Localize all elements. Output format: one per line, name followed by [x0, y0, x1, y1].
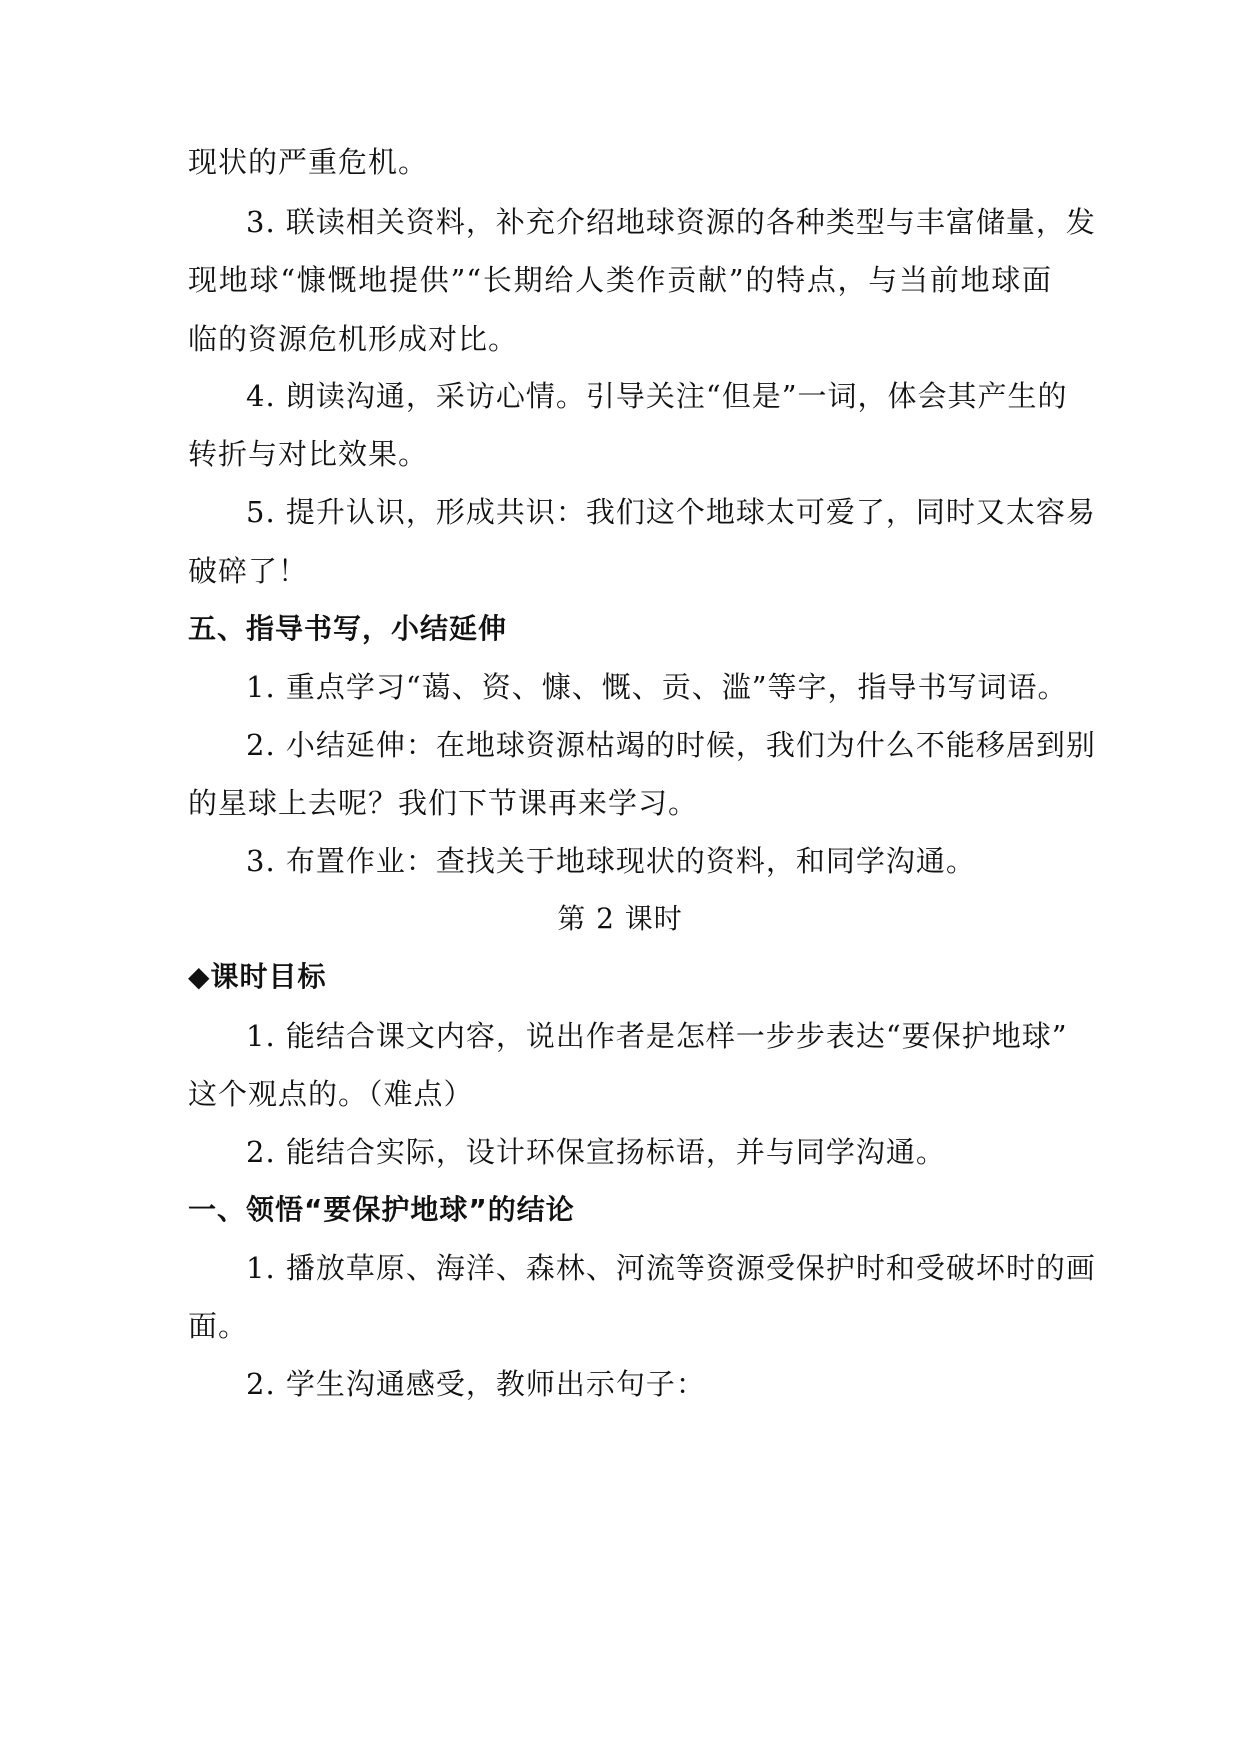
- objective-1-line-1: 1. 能结合课文内容，说出作者是怎样一步步表达“要保护地球”: [246, 1019, 1068, 1053]
- item-3-line-3: 临的资源危机形成对比。: [188, 322, 519, 356]
- section-one-item-2: 2. 学生沟通感受，教师出示句子：: [246, 1367, 706, 1401]
- section-five-item-3: 3. 布置作业：查找关于地球现状的资料，和同学沟通。: [246, 844, 976, 878]
- paragraph-continuation-line: 现状的严重危机。: [188, 145, 429, 179]
- section-five-item-2-line-2: 的星球上去呢？我们下节课再来学习。: [188, 786, 699, 820]
- section-one-item-1-line-1: 1. 播放草原、海洋、森林、河流等资源受保护时和受破坏时的画: [246, 1251, 1096, 1285]
- objective-2: 2. 能结合实际，设计环保宣扬标语，并与同学沟通。: [246, 1135, 946, 1169]
- section-five-item-1: 1. 重点学习“蔼、资、慷、慨、贡、滥”等字，指导书写词语。: [246, 670, 1068, 704]
- lesson-title: 第 2 课时: [557, 902, 683, 935]
- objective-1-line-2: 这个观点的。（难点）: [188, 1077, 474, 1111]
- section-heading-one: 一、领悟“要保护地球”的结论: [188, 1193, 575, 1226]
- item-3-line-1: 3. 联读相关资料，补充介绍地球资源的各种类型与丰富储量，发: [246, 205, 1096, 239]
- section-five-item-2-line-1: 2. 小结延伸：在地球资源枯竭的时候，我们为什么不能移居到别: [246, 728, 1096, 762]
- item-5-line-1: 5. 提升认识，形成共识：我们这个地球太可爱了，同时又太容易: [246, 495, 1096, 529]
- item-3-line-2: 现地球“慷慨地提供”“长期给人类作贡献”的特点，与当前地球面: [188, 263, 1052, 297]
- objectives-heading: ◆课时目标: [188, 960, 327, 993]
- item-4-line-2: 转折与对比效果。: [188, 437, 429, 471]
- section-heading-five: 五、指导书写，小结延伸: [188, 612, 508, 645]
- section-one-item-1-line-2: 面。: [188, 1309, 249, 1343]
- item-5-line-2: 破碎了！: [188, 554, 309, 588]
- document-page: [188, 0, 1096, 1754]
- item-4-line-1: 4. 朗读沟通，采访心情。引导关注“但是”一词，体会其产生的: [246, 379, 1068, 413]
